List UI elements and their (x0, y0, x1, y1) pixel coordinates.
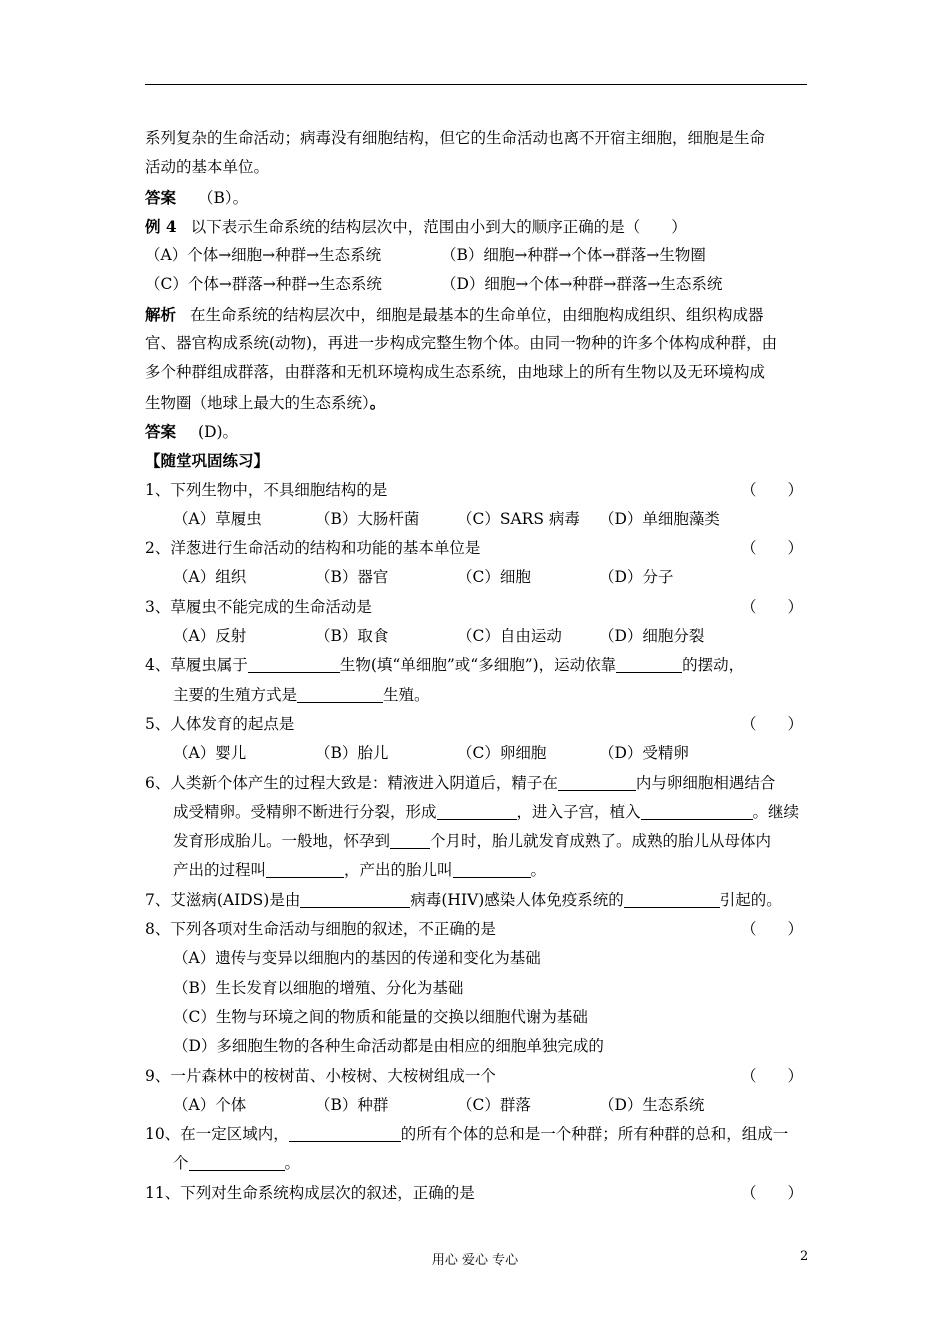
question-9 (145, 1062, 807, 1091)
option-c: （C）自由运动 (457, 627, 562, 646)
option-b: （B）器官 (315, 568, 389, 587)
example-option-c: （C）个体→群落→种群→生态系统 (145, 275, 382, 294)
fill-blank[interactable] (641, 802, 753, 820)
fill-blank[interactable] (624, 890, 720, 908)
option-b: （B）种群 (315, 1095, 389, 1114)
question-2-options (145, 563, 807, 592)
question-6-line-1 (145, 769, 807, 798)
answer-label: 答案 (145, 187, 177, 207)
question-text: 内与卵细胞相遇结合 (635, 773, 776, 792)
question-text: 成受精卵。受精卵不断进行分裂，形成 (173, 802, 437, 821)
header-rule (145, 84, 807, 85)
question-5 (145, 710, 807, 739)
page-number: 2 (800, 1249, 809, 1264)
option-c: （C）生物与环境之间的物质和能量的交换以细胞代谢为基础 (173, 1007, 588, 1026)
question-7 (145, 886, 807, 915)
answer-value: （B）。 (198, 188, 249, 207)
fill-blank[interactable] (437, 802, 517, 820)
question-text: 7、艾滋病(AIDS)是由 (145, 890, 301, 909)
question-text: 10、在一定区域内， (145, 1125, 289, 1144)
answer-label: 答案 (145, 421, 177, 441)
question-8 (145, 915, 807, 944)
example-label: 例 4 (145, 216, 177, 236)
example-question-text: 以下表示生命系统的结构层次中，范围由小到大的顺序正确的是（ ） (190, 217, 687, 236)
fill-blank[interactable] (558, 773, 636, 791)
analysis-text-1: 在生命系统的结构层次中，细胞是最基本的生命单位，由细胞构成组织、组织构成器 (190, 305, 764, 324)
answer-paren: （ ） (740, 1183, 803, 1202)
question-text: 6、人类新个体产生的过程大致是：精液进入阴道后，精子在 (145, 773, 558, 792)
question-9-options (145, 1091, 807, 1120)
option-b: （B）取食 (315, 627, 389, 646)
fill-blank[interactable] (616, 655, 682, 673)
question-4-line-2 (145, 681, 807, 710)
answer-paren: （ ） (740, 1066, 803, 1085)
question-text: 8、下列各项对生命活动与细胞的叙述，不正确的是 (145, 920, 496, 939)
question-4-line-1 (145, 651, 807, 680)
answer-value: (D)。 (198, 422, 239, 441)
question-text: 产出的过程叫 (173, 861, 267, 880)
option-a: （A）反射 (173, 627, 247, 646)
analysis-end-mark: 。 (369, 392, 386, 412)
answer-paren: （ ） (740, 480, 803, 499)
fill-blank[interactable] (300, 890, 410, 908)
question-text: 2、洋葱进行生命活动的结构和功能的基本单位是 (145, 539, 481, 558)
answer-2 (145, 417, 807, 446)
question-text: 的摆动， (682, 656, 745, 675)
analysis-line-2: 官、器官构成系统(动物)，再进一步构成完整生物个体。由同一物种的许多个体构成种群，由 (145, 334, 778, 353)
question-text: 引起的。 (719, 890, 782, 909)
question-6-line-4 (145, 856, 807, 885)
option-b: （B）胎儿 (315, 744, 389, 763)
question-text: 生殖。 (383, 685, 430, 704)
analysis-line-4 (145, 388, 807, 417)
analysis-line-3: 多个种群组成群落，由群落和无机环境构成生态系统，由地球上的所有生物以及无环境构成 (145, 363, 766, 382)
question-2 (145, 534, 807, 563)
option-b: （B）大肠杆菌 (315, 509, 420, 528)
question-text: 主要的生殖方式是 (173, 685, 298, 704)
analysis-line-1 (145, 300, 807, 329)
option-a: （A）个体 (173, 1095, 247, 1114)
option-c: （C）群落 (457, 1095, 531, 1114)
option-c: （C）SARS 病毒 (457, 509, 580, 528)
option-b: （B）生长发育以细胞的增殖、分化为基础 (173, 978, 464, 997)
question-10-line-2 (145, 1149, 807, 1178)
question-text: ，产出的胎儿叫 (344, 861, 453, 880)
option-d: （D）分子 (599, 568, 674, 587)
question-text: 的所有个体的总和是一个种群；所有种群的总和，组成一 (400, 1125, 789, 1144)
option-d: （D）受精卵 (599, 744, 689, 763)
page-footer (0, 1249, 950, 1269)
question-text: 。 (284, 1154, 301, 1173)
fill-blank[interactable] (289, 1124, 401, 1142)
answer-paren: （ ） (740, 920, 803, 939)
fill-blank[interactable] (189, 1153, 285, 1171)
question-text: 发育形成胎儿。一般地，怀孕到 (173, 832, 391, 851)
section-title: 【随堂巩固练习】 (145, 451, 270, 471)
question-6-line-3 (145, 827, 807, 856)
fill-blank[interactable] (248, 655, 340, 673)
question-text: 。 (530, 861, 547, 880)
answer-paren: （ ） (740, 597, 803, 616)
option-d: （D）生态系统 (599, 1095, 705, 1114)
answer-1 (145, 183, 807, 212)
question-6-line-2 (145, 798, 807, 827)
footer-slogan: 用心 爱心 专心 (431, 1253, 519, 1268)
question-text: 个月时，胎儿就发育成熟了。成熟的胎儿从母体内 (430, 832, 772, 851)
question-text: 5、人体发育的起点是 (145, 714, 295, 733)
option-d: （D）细胞分裂 (599, 627, 705, 646)
question-text: 生物(填“单细胞”或“多细胞”)，运动依靠 (339, 656, 617, 675)
example-option-a: （A）个体→细胞→种群→生态系统 (145, 246, 382, 265)
question-text: 11、下列对生命系统构成层次的叙述，正确的是 (145, 1183, 475, 1202)
question-10-line-1 (145, 1120, 807, 1149)
analysis-text-4: 生物圈（地球上最大的生态系统） (145, 393, 370, 412)
example-4-options-row-2 (145, 270, 807, 299)
example-4-options-row-1 (145, 241, 807, 270)
option-a: （A）草履虫 (173, 509, 262, 528)
question-text: 4、草履虫属于 (145, 656, 248, 675)
document-body (145, 124, 807, 1208)
question-5-options (145, 739, 807, 768)
example-option-d: （D）细胞→个体→种群→群落→生态系统 (441, 275, 723, 294)
example-4-question (145, 212, 807, 241)
option-d: （D）单细胞藻类 (599, 509, 720, 528)
option-a: （A）遗传与变异以细胞内的基因的传递和变化为基础 (173, 949, 541, 968)
question-text: ，进入子宫，植入 (516, 802, 641, 821)
option-c: （C）细胞 (457, 568, 531, 587)
question-text: 。继续 (752, 802, 800, 821)
option-d: （D）多细胞生物的各种生命活动都是由相应的细胞单独完成的 (173, 1037, 604, 1056)
question-3-options (145, 622, 807, 651)
fill-blank[interactable] (297, 685, 383, 703)
option-c: （C）卵细胞 (457, 744, 547, 763)
question-text: 1、下列生物中，不具细胞结构的是 (145, 480, 388, 499)
option-a: （A）组织 (173, 568, 247, 587)
question-text: 病毒(HIV)感染人体免疫系统的 (410, 890, 624, 909)
analysis-label: 解析 (145, 304, 177, 324)
option-a: （A）婴儿 (173, 744, 247, 763)
fill-blank[interactable] (453, 860, 531, 878)
question-text: 个 (173, 1154, 189, 1173)
fill-blank[interactable] (390, 831, 430, 849)
answer-paren: （ ） (740, 714, 803, 733)
fill-blank[interactable] (266, 860, 344, 878)
intro-line-1: 系列复杂的生命活动；病毒没有细胞结构，但它的生命活动也离不开宿主细胞，细胞是生命 (145, 129, 766, 147)
question-1-options (145, 505, 807, 534)
question-11 (145, 1179, 807, 1208)
answer-paren: （ ） (740, 539, 803, 558)
intro-line-2: 活动的基本单位。 (145, 158, 270, 177)
question-3 (145, 593, 807, 622)
question-1 (145, 476, 807, 505)
question-text: 9、一片森林中的桉树苗、小桉树、大桉树组成一个 (145, 1066, 496, 1085)
question-text: 3、草履虫不能完成的生命活动是 (145, 597, 372, 616)
example-option-b: （B）细胞→种群→个体→群落→生物圈 (441, 246, 706, 265)
